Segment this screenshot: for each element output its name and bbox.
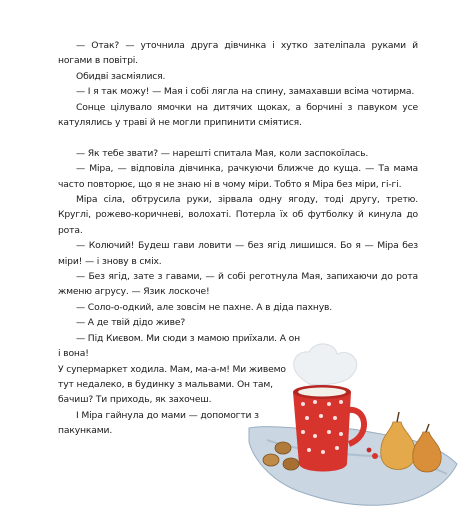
paragraph: — Соло-о-одкий, але зовсім не пахне. А в діда пахнув. (76, 301, 333, 313)
paragraph: — Отак? — уточнила друга дівчинка і хутко зателіпала руками й ногами в повітрі. (58, 40, 418, 67)
paragraph: У супермаркет ходила. Мам, ма-а-м! Ми живемо тут недалеко, в будинку з мальвами. Он там, бачиш? Ти приходь, як захочеш. (58, 363, 286, 406)
paragraph: Обидві засміялися. (76, 70, 166, 82)
paragraph: — І я так можу! — Мая і собі лягла на спину, замахавши всіма чотирма. (76, 86, 415, 98)
paragraph: Сонце цілувало ямочки на дитячих щоках, а борчині з павуком усе катулялись у траві й не могли припинити сміятися. (58, 101, 418, 129)
paragraph: — Міра, — відповіла дівчинка, рачкуючи ближче до куща. — Та мама часто повторює, що я не знаю ні в чому міри. Тобто я Міра без міри, гі-гі. (58, 163, 418, 190)
paragraph-spacer (58, 130, 418, 145)
paragraph: — Як тебе звати? — нарешті спитала Мая, коли заспокоїлась. (76, 147, 369, 159)
paragraph: — Без ягід, зате з гавами, — й собі реготнула Мая, запихаючи до рота жменю агрусу. — Язик лоскоче! (58, 271, 418, 298)
paragraph: І Міра гайнула до мами — допомогти з пакунками. (58, 409, 259, 437)
paragraph: — Колючий! Будеш гави ловити — без ягід лишишся. Бо я — Міра без міри! — і знову в сміх. (58, 240, 418, 267)
paragraph: — А де твій дідо живе? (76, 317, 186, 329)
paragraph: Міра сіла, обтрусила руки, зірвала одну ягоду, тоді другу, третю. Круглі, рожево-коричневі, волохаті. Потерла їх об футболку й кинула до рота. (58, 194, 418, 236)
still-life-illustration (243, 332, 465, 512)
paragraph: — Під Києвом. Ми сюди з мамою приїхали. А он і вона! (58, 332, 300, 360)
steam (294, 344, 357, 385)
